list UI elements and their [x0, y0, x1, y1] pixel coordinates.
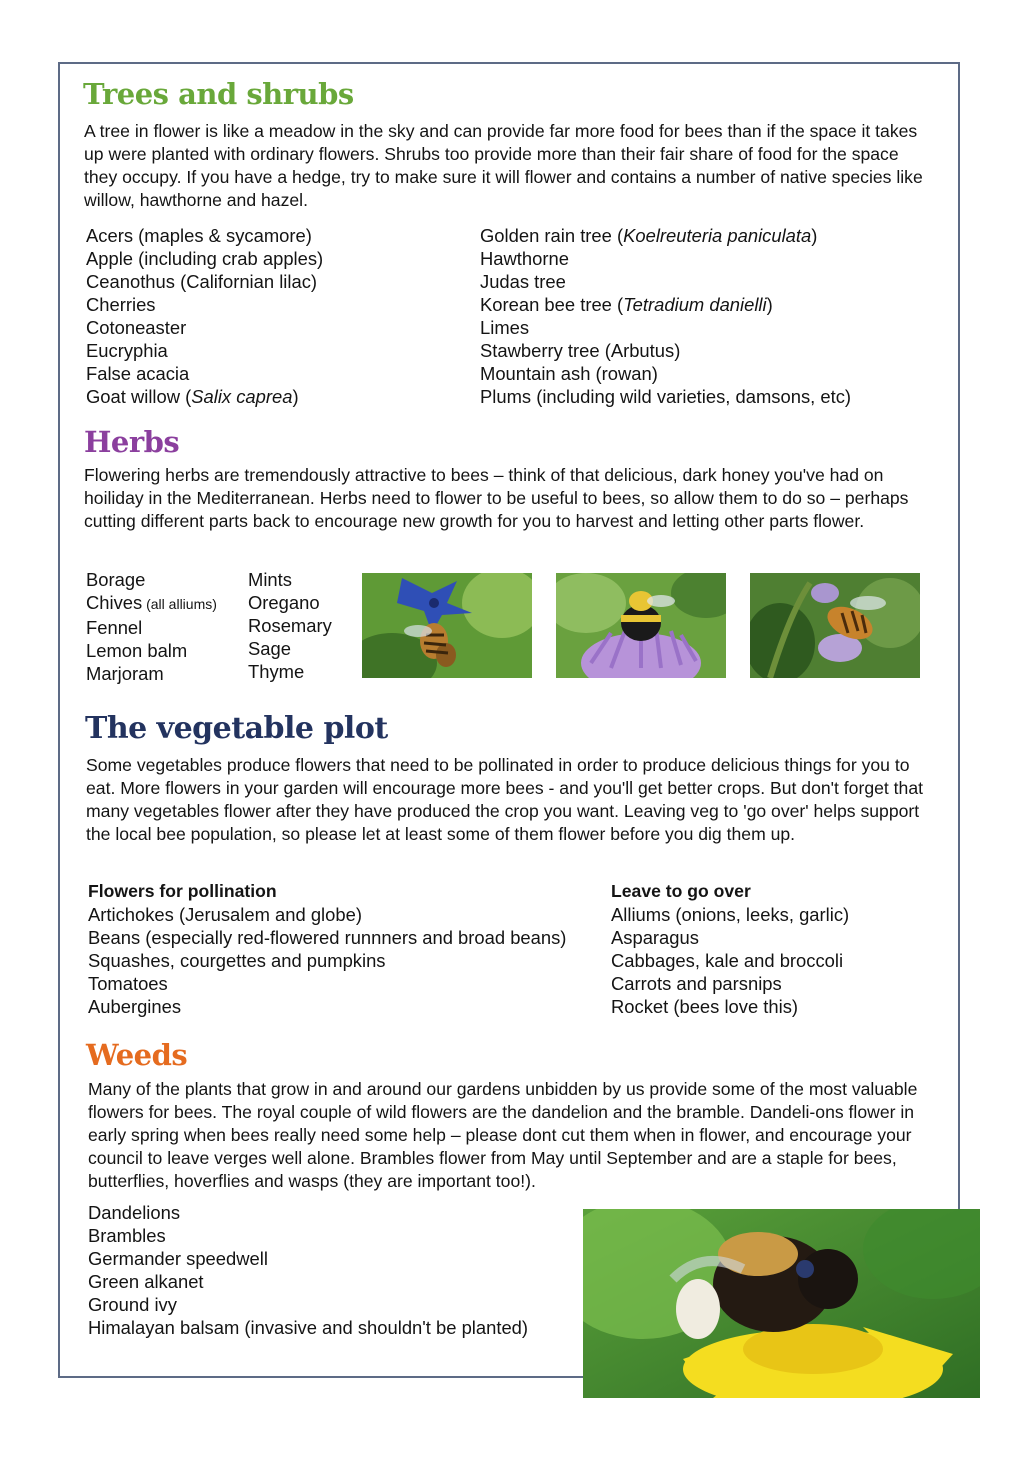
herbs-list-left	[86, 568, 217, 685]
trees-list-right	[480, 224, 851, 408]
list-item: Fennel	[86, 617, 143, 638]
list-item: Rocket (bees love this)	[611, 996, 799, 1017]
herbs-intro: Flowering herbs are tremendously attractive to bees – think of that delicious, dark honey you've had on hoiliday in the Mediterranean. Herbs need to flower to be useful to bees, so allow them to do so – perhaps cutting different parts back to encourage new growth for you to harvest and letting other parts flower.	[84, 465, 909, 531]
pollination-title: Flowers for pollination	[88, 881, 277, 901]
list-item: Oregano	[248, 592, 320, 613]
list-item: Mountain ash (rowan)	[480, 363, 658, 384]
list-item: Cabbages, kale and broccoli	[611, 950, 844, 971]
list-item: Dandelions	[88, 1202, 181, 1223]
list-item: Judas tree	[480, 271, 566, 292]
pollination-list	[88, 880, 566, 1018]
list-item: Plums (including wild varieties, damsons, etc)	[480, 386, 852, 407]
list-item: Cherries	[86, 294, 156, 315]
list-item: Marjoram	[86, 663, 164, 684]
list-item: Tomatoes	[88, 973, 168, 994]
list-item: Eucryphia	[86, 340, 168, 361]
list-item: Green alkanet	[88, 1271, 204, 1292]
list-item: Thyme	[248, 661, 305, 682]
list-item: Himalayan balsam (invasive and shouldn't be planted)	[88, 1317, 529, 1338]
list-item: Stawberry tree (Arbutus)	[480, 340, 681, 361]
list-item: Mints	[248, 569, 292, 590]
weeds-heading: Weeds	[86, 1038, 188, 1072]
herbs-heading: Herbs	[84, 425, 180, 459]
list-item: Chives (all alliums)	[86, 592, 217, 613]
list-item: Limes	[480, 317, 530, 338]
go-over-list	[611, 880, 849, 1018]
list-item: Golden rain tree (Koelreuteria paniculata)	[480, 225, 818, 246]
list-item: Alliums (onions, leeks, garlic)	[611, 904, 850, 925]
vegetable-heading: The vegetable plot	[85, 711, 388, 746]
list-item: False acacia	[86, 363, 190, 384]
trees-list-left	[86, 224, 323, 408]
list-item: Korean bee tree (Tetradium danielli)	[480, 294, 773, 315]
list-item: Lemon balm	[86, 640, 188, 661]
list-item: Carrots and parsnips	[611, 973, 782, 994]
trees-intro: A tree in flower is like a meadow in the sky and can provide far more food for bees than if the space it takes up were planted with ordinary flowers. Shrubs too provide more than their fair share of food for the space they occupy. If you have a hedge, try to make sure it will flower and contains a number of native species like willow, hawthorne and hazel.	[84, 121, 923, 210]
bumblebee-on-chive-flower-photo	[556, 573, 726, 678]
list-item: Rosemary	[248, 615, 332, 636]
weeds-intro: Many of the plants that grow in and around our gardens unbidden by us provide some of the most valuable flowers for bees. The royal couple of wild flowers are the dandelion and the bramble. Dandeli-ons flower in early spring when bees really need some help – please dont cut them when in flower, and encourage your council to leave verges well alone. Brambles flower from May until September and are a staple for bees, butterflies, hoverflies and wasps (they are important too!).	[88, 1079, 918, 1191]
list-item: Ground ivy	[88, 1294, 177, 1315]
list-item: Asparagus	[611, 927, 699, 948]
list-item: Germander speedwell	[88, 1248, 268, 1269]
list-item: Ceanothus (Californian lilac)	[86, 271, 318, 292]
list-item: Cotoneaster	[86, 317, 187, 338]
list-item: Artichokes (Jerusalem and globe)	[88, 904, 362, 925]
list-item: Borage	[86, 569, 146, 590]
go-over-title: Leave to go over	[611, 881, 751, 901]
honeybee-on-herb-flower-photo	[750, 573, 920, 678]
list-item: Aubergines	[88, 996, 182, 1017]
list-item: Beans (especially red-flowered runnners and broad beans)	[88, 927, 567, 948]
bumblebee-on-dandelion-photo	[583, 1209, 980, 1398]
bee-on-borage-photo	[362, 573, 532, 678]
list-item: Squashes, courgettes and pumpkins	[88, 950, 386, 971]
list-item: Goat willow (Salix caprea)	[86, 386, 299, 407]
weeds-list	[88, 1201, 528, 1339]
list-item: Apple (including crab apples)	[86, 248, 324, 269]
list-item: Sage	[248, 638, 291, 659]
list-item: Acers (maples & sycamore)	[86, 225, 312, 246]
list-item: Brambles	[88, 1225, 166, 1246]
vegetable-intro: Some vegetables produce flowers that need to be pollinated in order to produce delicious things for you to eat. More flowers in your garden will encourage more bees - and you'll get better crops. But don't forget that many vegetables flower after they have produced the crop you want. Leaving veg to 'go over' helps support the local bee population, so please let at least some of them flower before you dig them up.	[86, 755, 924, 844]
herbs-list-right	[248, 568, 332, 683]
list-item: Hawthorne	[480, 248, 569, 269]
trees-heading: Trees and shrubs	[83, 77, 354, 111]
